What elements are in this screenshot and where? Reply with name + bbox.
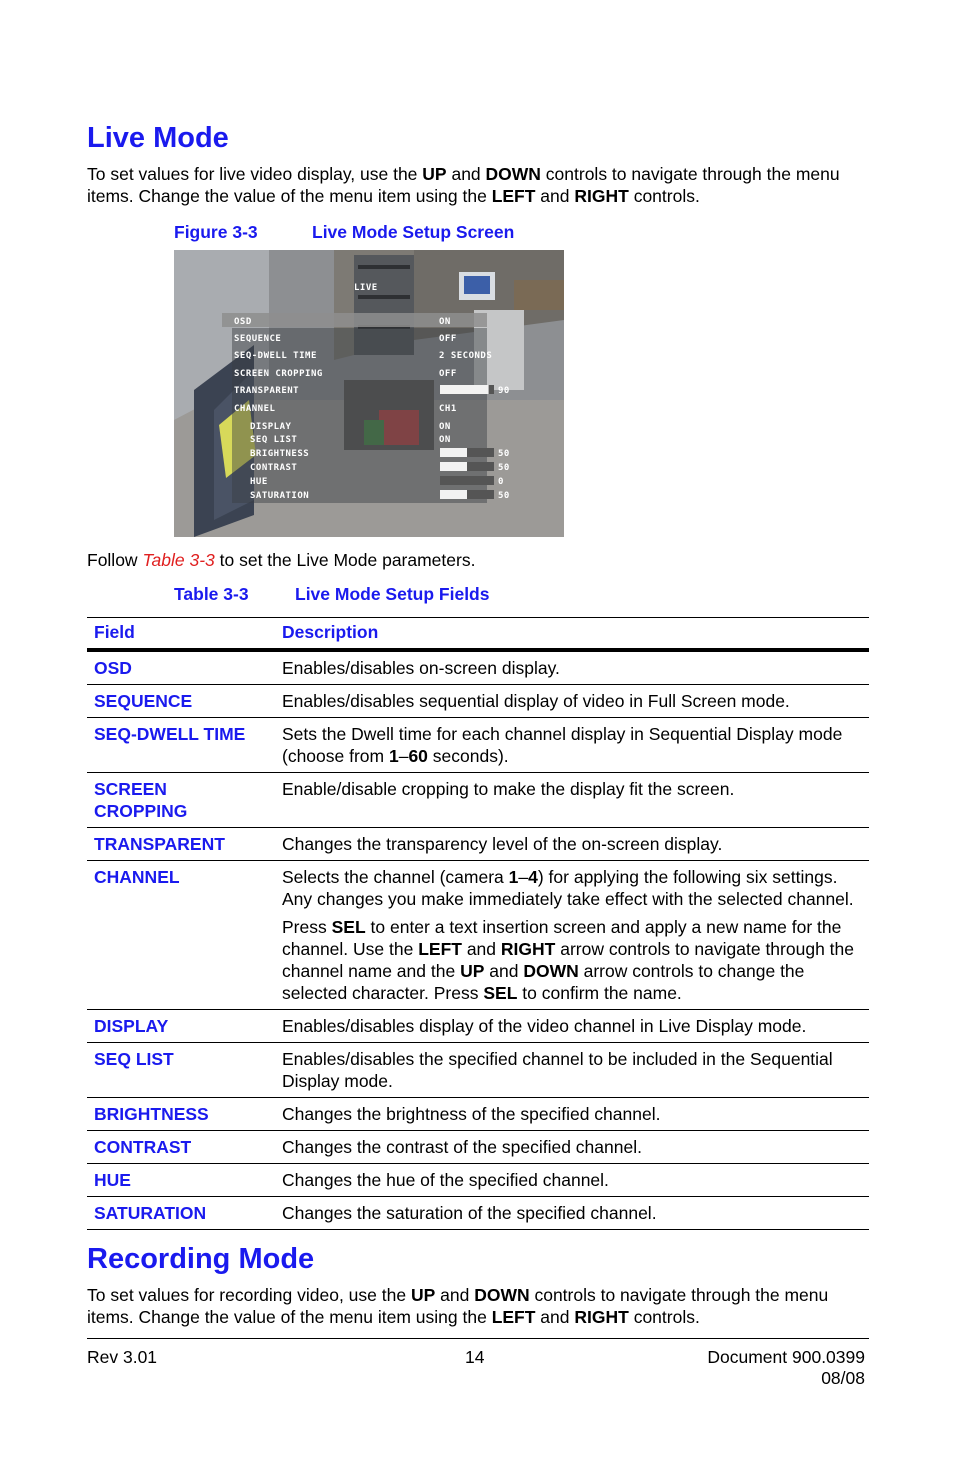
- description-cell: Changes the contrast of the specified channel.: [275, 1131, 869, 1164]
- osd-item-value: OFF: [439, 369, 457, 379]
- field-cell: SCREEN CROPPING: [87, 773, 275, 828]
- table-3-3-link[interactable]: Table 3-3: [142, 550, 215, 570]
- description-cell: Enables/disables display of the video channel in Live Display mode.: [275, 1010, 869, 1043]
- description-cell: Changes the transparency level of the on-screen display.: [275, 828, 869, 861]
- osd-item-value: ON: [439, 435, 451, 445]
- osd-item-label: TRANSPARENT: [234, 386, 300, 396]
- osd-slider-fill: [440, 462, 467, 471]
- osd-item-label: SCREEN CROPPING: [234, 369, 323, 379]
- column-header-description: Description: [275, 618, 869, 651]
- table-title: Live Mode Setup Fields: [295, 584, 490, 604]
- table-caption: [174, 584, 489, 605]
- osd-item-label: BRIGHTNESS: [250, 449, 310, 459]
- live-mode-setup-screen-figure: [174, 250, 564, 537]
- section-heading-recording-mode: Recording Mode: [87, 1243, 315, 1275]
- figure-caption: [174, 222, 514, 243]
- footer-document: [660, 1347, 865, 1389]
- live-mode-intro: To set values for live video display, use the UP and DOWN controls to navigate through the menu items. Change the value of the menu item using the LEFT and RIGHT controls.: [87, 164, 840, 206]
- osd-item-label: DISPLAY: [250, 422, 292, 432]
- footer-page-number: 14: [465, 1347, 485, 1367]
- field-cell: SATURATION: [87, 1197, 275, 1230]
- osd-item-label: OSD: [234, 317, 252, 327]
- field-cell: BRIGHTNESS: [87, 1098, 275, 1131]
- footer-rule: [87, 1338, 869, 1339]
- osd-item-value: ON: [439, 317, 451, 327]
- field-cell: HUE: [87, 1164, 275, 1197]
- field-cell: TRANSPARENT: [87, 828, 275, 861]
- osd-item-value: 90: [498, 386, 510, 396]
- osd-slider-fill: [440, 448, 467, 457]
- table-row: [87, 650, 869, 685]
- osd-item-value: 0: [498, 477, 504, 487]
- field-cell: OSD: [87, 650, 275, 685]
- footer-revision: Rev 3.01: [87, 1347, 158, 1367]
- recording-mode-intro: To set values for recording video, use the UP and DOWN controls to navigate through the menu items. Change the value of the menu item using the LEFT and RIGHT controls.: [87, 1285, 829, 1327]
- field-cell: SEQ-DWELL TIME: [87, 718, 275, 773]
- osd-item-label: CHANNEL: [234, 404, 276, 414]
- follow-text: Follow Table 3-3 to set the Live Mode parameters.: [87, 550, 476, 570]
- description-cell: Enables/disables sequential display of video in Full Screen mode.: [275, 685, 869, 718]
- footer-date: 08/08: [821, 1368, 865, 1388]
- table-row: [87, 1043, 869, 1098]
- table-number: Table 3-3: [174, 584, 249, 604]
- table-row: [87, 1010, 869, 1043]
- table-row: [87, 685, 869, 718]
- description-cell: Selects the channel (camera 1–4) for applying the following six settings. Any changes you make immediately take effect with the selected channel. Press SEL to enter a text insertion screen and apply a new name for the channel. Use the LEFT and RIGHT arrow controls to navigate through the channel name and the UP and DOWN arrow controls to change the selected character. Press SEL to confirm the name.: [275, 861, 869, 1010]
- field-cell: SEQ LIST: [87, 1043, 275, 1098]
- description-cell: Enables/disables on-screen display.: [275, 650, 869, 685]
- table-row: [87, 773, 869, 828]
- osd-title: LIVE: [354, 283, 378, 293]
- field-cell: CONTRAST: [87, 1131, 275, 1164]
- table-row: [87, 718, 869, 773]
- column-header-field: Field: [87, 618, 275, 651]
- table-header-row: [87, 618, 869, 651]
- field-cell: CHANNEL: [87, 861, 275, 1010]
- table-row: [87, 861, 869, 1010]
- table-row: [87, 828, 869, 861]
- table-row: [87, 1131, 869, 1164]
- osd-item-label: SATURATION: [250, 491, 310, 501]
- table-row: [87, 1098, 869, 1131]
- section-heading-live-mode: Live Mode: [87, 122, 229, 154]
- osd-item-label: CONTRAST: [250, 463, 298, 473]
- osd-item-value: 50: [498, 491, 510, 501]
- osd-item-value: CH1: [439, 404, 457, 414]
- description-cell: Enable/disable cropping to make the display fit the screen.: [275, 773, 869, 828]
- footer-document-number: Document 900.0399: [707, 1347, 865, 1367]
- table-row: [87, 1164, 869, 1197]
- description-cell: Changes the hue of the specified channel.: [275, 1164, 869, 1197]
- description-cell: Changes the saturation of the specified channel.: [275, 1197, 869, 1230]
- osd-item-value: 2 SECONDS: [439, 351, 493, 361]
- table-row: [87, 1197, 869, 1230]
- osd-item-label: HUE: [250, 477, 268, 487]
- description-cell: Sets the Dwell time for each channel display in Sequential Display mode (choose from 1–60 seconds).: [275, 718, 869, 773]
- osd-slider-fill: [440, 385, 489, 394]
- osd-item-value: ON: [439, 422, 451, 432]
- description-cell: Enables/disables the specified channel to be included in the Sequential Display mode.: [275, 1043, 869, 1098]
- field-cell: SEQUENCE: [87, 685, 275, 718]
- description-cell: Changes the brightness of the specified channel.: [275, 1098, 869, 1131]
- osd-item-value: OFF: [439, 334, 457, 344]
- osd-item-value: 50: [498, 463, 510, 473]
- osd-item-value: 50: [498, 449, 510, 459]
- osd-item-label: SEQ-DWELL TIME: [234, 351, 317, 361]
- figure-number: Figure 3-3: [174, 222, 258, 242]
- live-mode-setup-fields-table: [87, 617, 869, 1230]
- osd-item-label: SEQUENCE: [234, 334, 282, 344]
- osd-slider-fill: [440, 490, 467, 499]
- figure-title: Live Mode Setup Screen: [312, 222, 515, 242]
- field-cell: DISPLAY: [87, 1010, 275, 1043]
- osd-slider-track: [440, 476, 494, 485]
- osd-item-label: SEQ LIST: [250, 435, 298, 445]
